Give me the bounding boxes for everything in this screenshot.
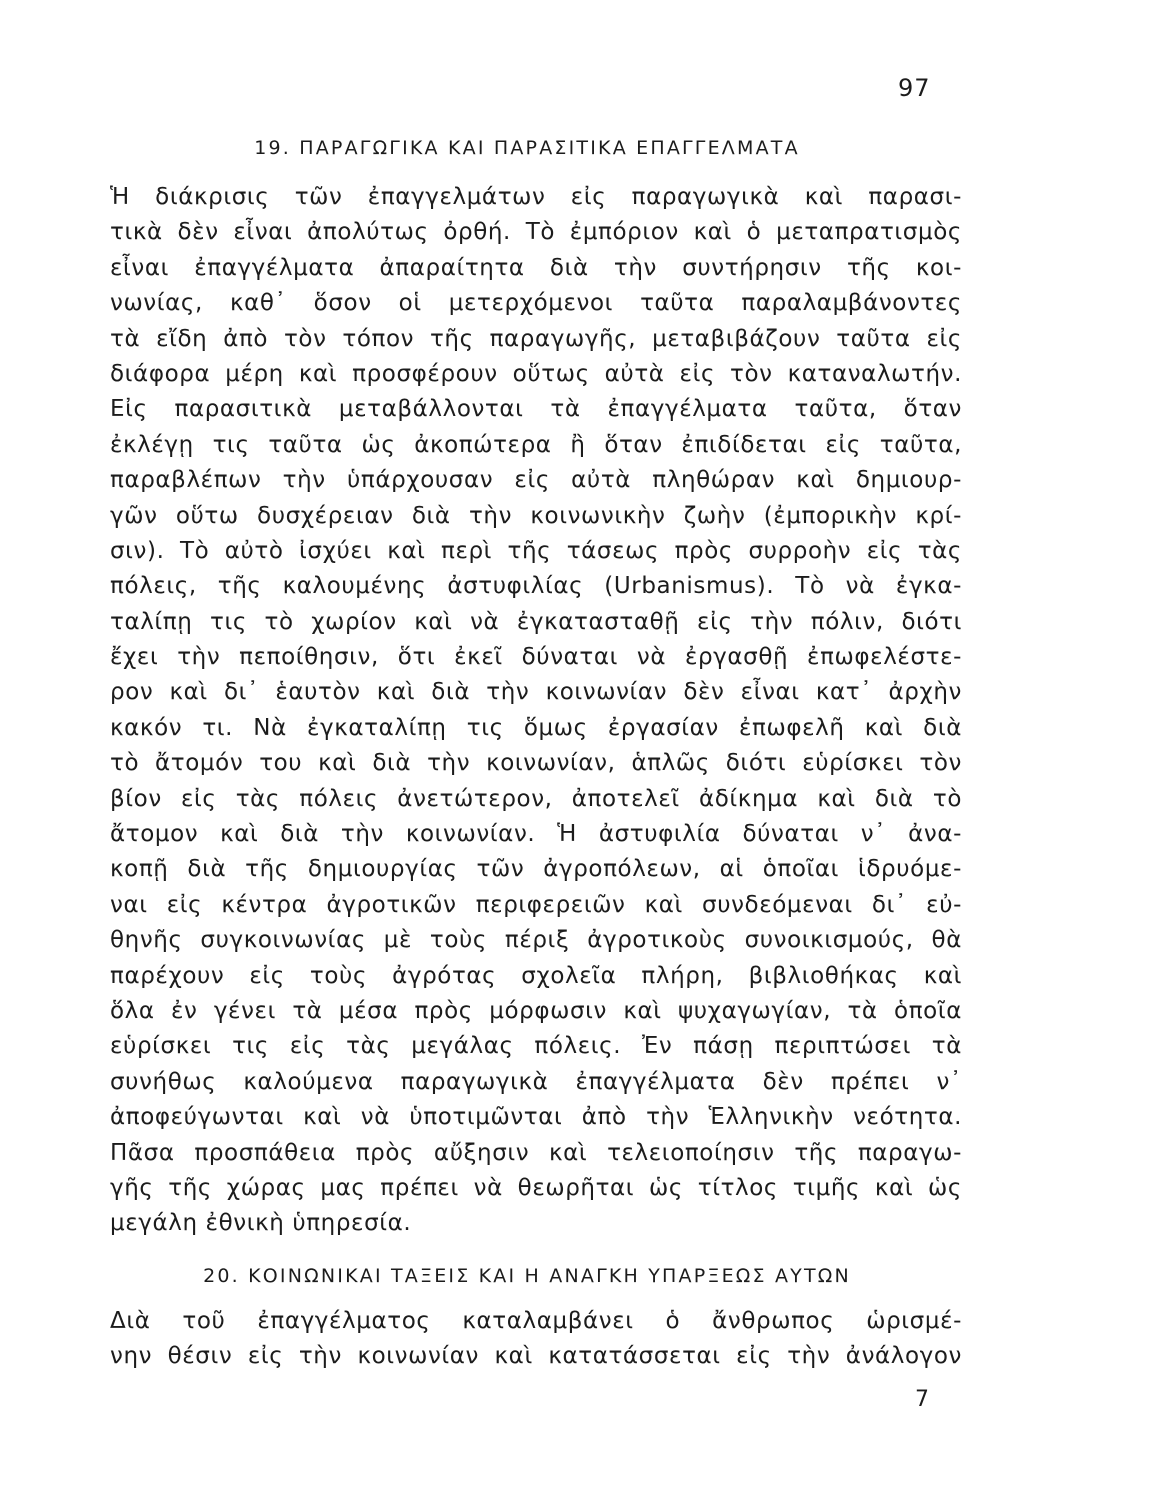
text-line: ναι εἰς κέντρα ἀγροτικῶν περιφερειῶν καὶ συνδεόμεναι δι᾽ εὐ-	[110, 891, 962, 918]
text-line: κοπῇ διὰ τῆς δημιουργίας τῶν ἀγροπόλεων, αἱ ὁποῖαι ἱδρυόμε-	[110, 856, 962, 883]
text-line: ἐκλέγῃ τις ταῦτα ὡς ἀκοπώτερα ἢ ὅταν ἐπιδίδεται εἰς ταῦτα,	[110, 431, 962, 458]
text-line: πόλεις, τῆς καλουμένης ἀστυφιλίας (Urbanismus). Τὸ νὰ ἐγκα-	[110, 573, 962, 600]
signature-mark: 7	[915, 1387, 929, 1412]
text-line: τὸ ἄτομόν του καὶ διὰ τὴν κοινωνίαν, ἁπλῶς διότι εὑρίσκει τὸν	[110, 750, 962, 777]
text-line: τὰ εἴδη ἀπὸ τὸν τόπον τῆς παραγωγῆς, μεταβιβάζουν ταῦτα εἰς	[110, 325, 962, 352]
text-line: σιν). Τὸ αὐτὸ ἰσχύει καὶ περὶ τῆς τάσεως πρὸς συρροὴν εἰς τὰς	[110, 537, 962, 564]
text-line: βίον εἰς τὰς πόλεις ἀνετώτερον, ἀποτελεῖ ἀδίκημα καὶ διὰ τὸ	[110, 785, 962, 812]
text-line: Πᾶσα προσπάθεια πρὸς αὔξησιν καὶ τελειοποίησιν τῆς παραγω-	[110, 1139, 962, 1166]
text-line: ἄτομον καὶ διὰ τὴν κοινωνίαν. Ἡ ἀστυφιλία δύναται ν᾽ ἀνα-	[110, 821, 962, 848]
section-19-body	[110, 180, 962, 1242]
text-line: Διὰ τοῦ ἐπαγγέλματος καταλαμβάνει ὁ ἄνθρωπος ὡρισμέ-	[110, 1308, 962, 1334]
page-number: 97	[898, 74, 931, 102]
section-19-heading: 19. ΠΑΡΑΓΩΓΙΚΑ ΚΑΙ ΠΑΡΑΣΙΤΙΚΑ ΕΠΑΓΓΕΛΜΑΤΑ	[254, 137, 800, 159]
text-line: παραβλέπων τὴν ὑπάρχουσαν εἰς αὐτὰ πληθώραν καὶ δημιουρ-	[110, 467, 962, 494]
text-line: εἶναι ἐπαγγέλματα ἀπαραίτητα διὰ τὴν συντήρησιν τῆς κοι-	[110, 254, 962, 281]
text-line: γῶν οὕτω δυσχέρειαν διὰ τὴν κοινωνικὴν ζωὴν (ἐμπορικὴν κρί-	[110, 502, 962, 529]
text-line: θηνῆς συγκοινωνίας μὲ τοὺς πέριξ ἀγροτικοὺς συνοικισμούς, θὰ	[110, 927, 962, 954]
text-line: ταλίπῃ τις τὸ χωρίον καὶ νὰ ἐγκατασταθῇ εἰς τὴν πόλιν, διότι	[110, 608, 962, 635]
text-line: ἀποφεύγωνται καὶ νὰ ὑποτιμῶνται ἀπὸ τὴν Ἑλληνικὴν νεότητα.	[110, 1104, 962, 1131]
text-line: νωνίας, καθ᾽ ὅσον οἱ μετερχόμενοι ταῦτα παραλαμβάνοντες	[110, 290, 962, 317]
text-line: ὅλα ἐν γένει τὰ μέσα πρὸς μόρφωσιν καὶ ψυχαγωγίαν, τὰ ὁποῖα	[110, 997, 962, 1024]
text-line: παρέχουν εἰς τοὺς ἀγρότας σχολεῖα πλήρη, βιβλιοθήκας καὶ	[110, 962, 962, 989]
text-line: ρον καὶ δι᾽ ἑαυτὸν καὶ διὰ τὴν κοινωνίαν δὲν εἶναι κατ᾽ ἀρχὴν	[110, 679, 962, 706]
text-line: συνήθως καλούμενα παραγωγικὰ ἐπαγγέλματα δὲν πρέπει ν᾽	[110, 1068, 962, 1095]
text-line: ἔχει τὴν πεποίθησιν, ὅτι ἐκεῖ δύναται νὰ ἐργασθῇ ἐπωφελέστε-	[110, 644, 962, 671]
text-line: μεγάλη ἐθνικὴ ὑπηρεσία.	[110, 1210, 412, 1237]
section-20-body	[110, 1304, 962, 1375]
text-line: κακόν τι. Νὰ ἐγκαταλίπῃ τις ὅμως ἐργασίαν ἐπωφελῆ καὶ διὰ	[110, 714, 962, 741]
text-line: διάφορα μέρη καὶ προσφέρουν οὕτως αὐτὰ εἰς τὸν καταναλωτήν.	[110, 360, 962, 387]
text-line: εὑρίσκει τις εἰς τὰς μεγάλας πόλεις. Ἐν πάσῃ περιπτώσει τὰ	[110, 1033, 962, 1060]
section-20-heading: 20. ΚΟΙΝΩΝΙΚΑΙ ΤΑΞΕΙΣ ΚΑΙ Η ΑΝΑΓΚΗ ΥΠΑΡΞΕΩΣ ΑΥΤΩΝ	[203, 1265, 851, 1287]
text-line: γῆς τῆς χώρας μας πρέπει νὰ θεωρῆται ὡς τίτλος τιμῆς καὶ ὡς	[110, 1174, 962, 1201]
text-line: Ἡ διάκρισις τῶν ἐπαγγελμάτων εἰς παραγωγικὰ καὶ παρασι-	[110, 184, 962, 210]
text-line: νην θέσιν εἰς τὴν κοινωνίαν καὶ κατατάσσεται εἰς τὴν ἀνάλογον	[110, 1343, 962, 1370]
text-line: τικὰ δὲν εἶναι ἀπολύτως ὀρθή. Τὸ ἐμπόριον καὶ ὁ μεταπρατισμὸς	[110, 219, 962, 246]
text-line: Εἰς παρασιτικὰ μεταβάλλονται τὰ ἐπαγγέλματα ταῦτα, ὅταν	[110, 396, 962, 423]
